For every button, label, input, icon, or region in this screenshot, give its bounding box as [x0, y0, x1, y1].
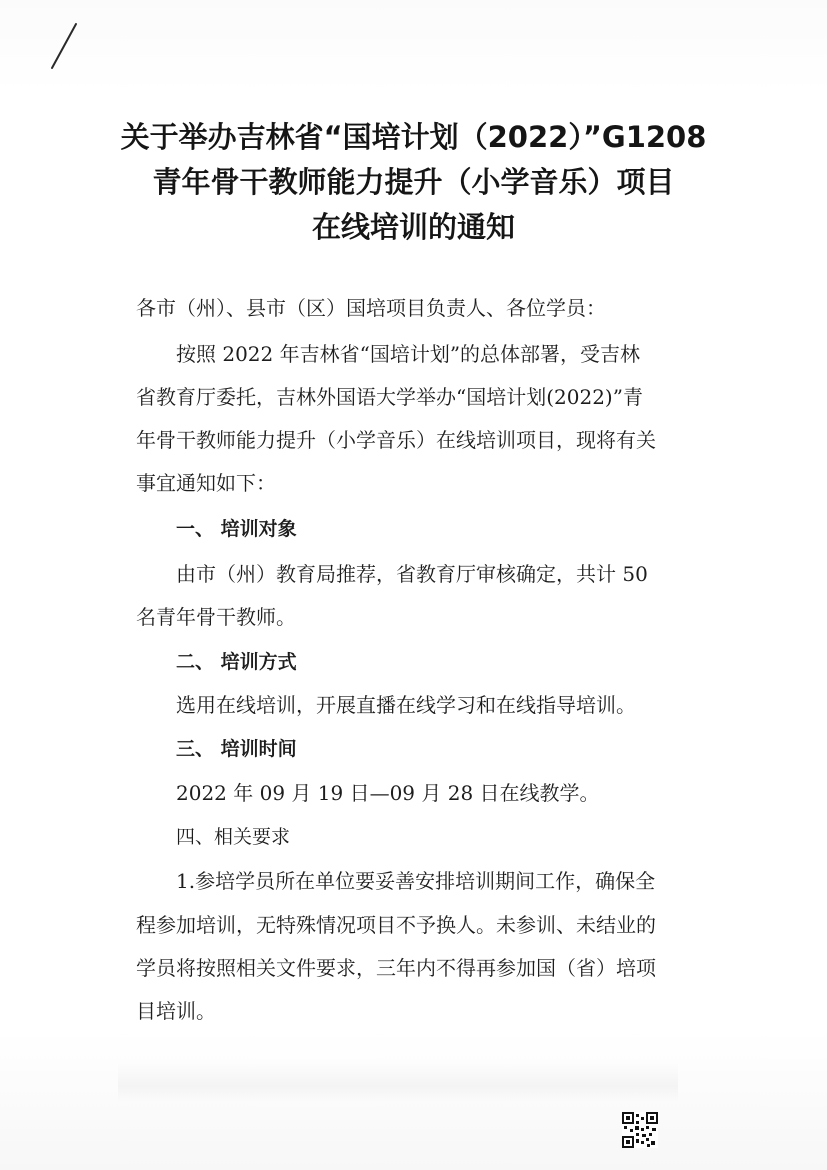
section4-line-1: 1.参培学员所在单位要妥善安排培训期间工作，确保全: [176, 869, 656, 893]
title-line-1: 关于举办吉林省“国培计划（2022）”G1208: [120, 120, 707, 154]
section1-line-2: 名青年骨干教师。: [136, 605, 296, 629]
section3-line-1: 2022 年 09 月 19 日—09 月 28 日在线教学。: [176, 781, 600, 805]
section1-line-1: 由市（州）教育局推荐，省教育厅审核确定，共计 50: [176, 562, 648, 586]
pen-stroke-mark: [48, 22, 80, 70]
section4-line-2: 程参加培训，无特殊情况项目不予换人。未参训、未结业的: [136, 913, 656, 937]
section2-line-1: 选用在线培训，开展直播在线学习和在线指导培训。: [176, 693, 636, 717]
section-heading-time: 三、 培训时间: [176, 738, 297, 760]
section4-line-4: 目培训。: [136, 999, 216, 1023]
section-heading-method: 二、 培训方式: [176, 651, 297, 673]
section4-line-3: 学员将按照相关文件要求，三年内不得再参加国（省）培项: [136, 956, 656, 980]
title-line-3: 在线培训的通知: [311, 210, 515, 244]
intro-line-2: 省教育厅委托，吉林外国语大学举办“国培计划(2022)”青: [136, 385, 643, 409]
title-line-2: 青年骨干教师能力提升（小学音乐）项目: [152, 165, 675, 199]
section-heading-target: 一、 培训对象: [176, 518, 297, 540]
notice-title: [0, 115, 827, 250]
intro-line-4: 事宜通知如下：: [136, 471, 276, 495]
intro-line-3: 年骨干教师能力提升（小学音乐）在线培训项目，现将有关: [136, 428, 656, 452]
qr-code-icon: [622, 1112, 658, 1148]
scan-artifact: [118, 1062, 678, 1102]
intro-line-1: 按照 2022 年吉林省“国培计划”的总体部署，受吉林: [176, 342, 641, 366]
salutation: 各市（州）、县市（区）国培项目负责人、各位学员：: [136, 296, 606, 320]
section-heading-requirements: 四、相关要求: [176, 826, 291, 848]
